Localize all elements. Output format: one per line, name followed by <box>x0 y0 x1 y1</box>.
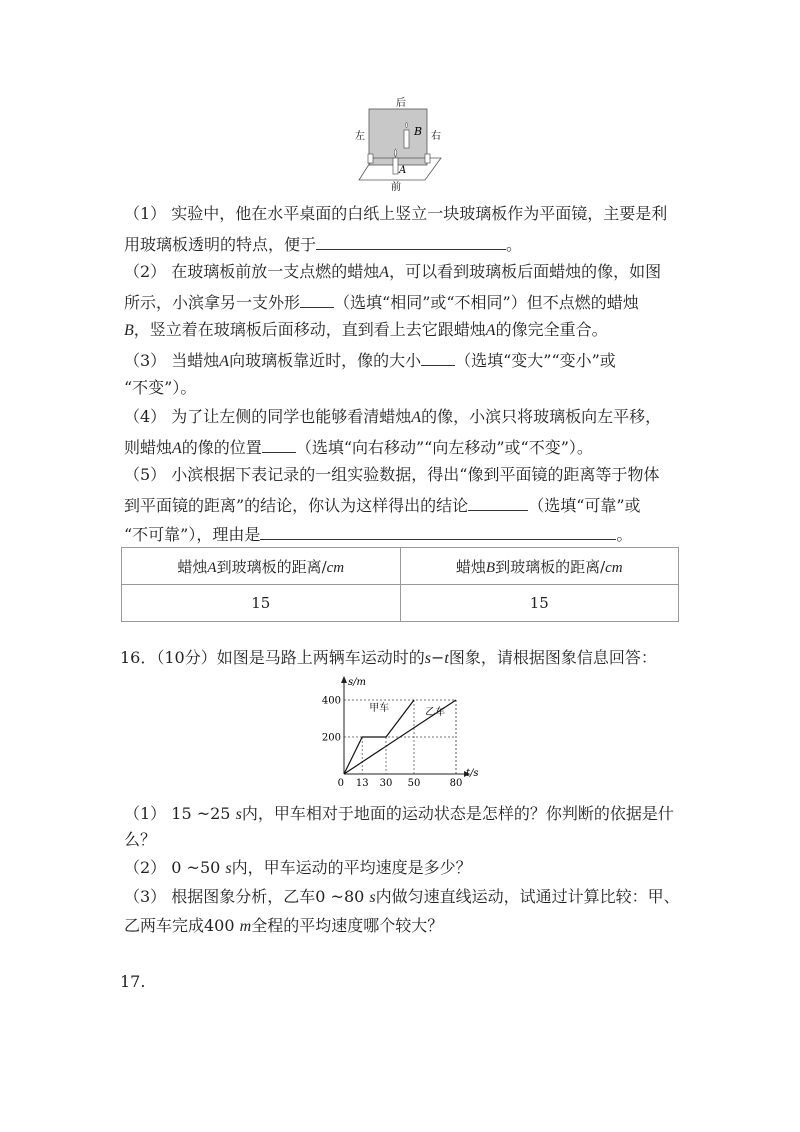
q15-part5-line2: 到平面镜的距离”的结论，你认为这样得出的结论 （选填“可靠”或 <box>124 496 641 515</box>
table-header-cell: 蜡烛A到玻璃板的距离/cm <box>122 548 401 585</box>
answer-blank[interactable] <box>262 436 296 453</box>
y-tick-label: 400 <box>321 695 341 707</box>
q15-part5-line3: “不可靠”），理由是 。 <box>124 525 633 544</box>
q16-part3-line1: （3） 根据图象分析，乙车0 ~80 s内做匀速直线运动，试通过计算比较：甲、 <box>124 887 680 906</box>
s-t-graph <box>318 676 482 794</box>
label-b: B <box>414 125 423 138</box>
candle-b <box>404 130 409 148</box>
q15-part2-line2: 所示，小滨拿另一支外形 （选填“相同”或“不相同”）但不点燃的蜡烛 <box>124 293 639 312</box>
x-axis-label: t/s <box>466 768 479 779</box>
q15-part4-line1: （4） 为了让左侧的同学也能够看清蜡烛A的像，小滨只将玻璃板向左平移， <box>124 407 662 426</box>
q15-part5-line1: （5） 小滨根据下表记录的一组实验数据，得出“像到平面镜的距离等于物体 <box>124 465 660 484</box>
answer-blank[interactable] <box>300 291 334 308</box>
x-tick-label: 30 <box>379 778 393 789</box>
table-cell: 15 <box>122 585 401 622</box>
x-tick-label: 50 <box>407 778 421 789</box>
label-a: A <box>399 165 407 176</box>
table-cell: 15 <box>400 585 679 622</box>
label-front: 前 <box>391 182 401 192</box>
q15-part1-line1: （1） 实验中，他在水平桌面的白纸上竖立一块玻璃板作为平面镜，主要是利 <box>124 204 668 223</box>
q15-part1-line2: 用玻璃板透明的特点，便于 。 <box>124 235 523 254</box>
q17-number: 17. <box>120 972 146 991</box>
label-left: 左 <box>355 131 365 142</box>
answer-blank[interactable] <box>316 233 506 250</box>
q15-part3-line1: （3） 当蜡烛A向玻璃板靠近时，像的大小 （选填“变大”“变小”或 <box>124 351 616 370</box>
q15-part2-line3: B，竖立着在玻璃板后面移动，直到看上去它跟蜡烛A的像完全重合。 <box>124 320 608 339</box>
q16-part1-line2: 么？ <box>124 830 157 849</box>
label-back: 后 <box>396 98 406 109</box>
q15-part4-line2: 则蜡烛A的像的位置 （选填“向右移动”“向左移动”或“不变”）。 <box>124 438 593 457</box>
q16-part1-line1: （1） 15 ~25 s内，甲车相对于地面的运动状态是怎样的？你判断的依据是什 <box>124 804 674 823</box>
table-header-row <box>122 548 679 585</box>
answer-blank[interactable] <box>421 349 455 366</box>
y-axis-arrow <box>341 676 347 683</box>
answer-blank[interactable] <box>260 523 616 540</box>
x-tick-label: 80 <box>449 778 463 789</box>
label-right: 右 <box>431 131 441 142</box>
q16-part2: （2） 0 ~50 s内，甲车运动的平均速度是多少？ <box>124 858 472 877</box>
y-axis-label: s/m <box>348 677 366 688</box>
table-header-cell: 蜡烛B到玻璃板的距离/cm <box>400 548 679 585</box>
q15-part2-line1: （2） 在玻璃板前放一支点燃的蜡烛A，可以看到玻璃板后面蜡烛的像，如图 <box>124 262 662 281</box>
answer-blank[interactable] <box>468 494 528 511</box>
mirror-experiment-figure <box>355 92 455 192</box>
series-label-yi: 乙车 <box>425 706 446 718</box>
q15-part3-line2: “不变”）。 <box>124 378 197 397</box>
candle-a <box>393 158 398 174</box>
q16-part3-line2: 乙两车完成400 m全程的平均速度哪个较大？ <box>124 916 444 935</box>
x-tick-label: 0 <box>337 778 344 789</box>
q16-heading: 16．（10分）如图是马路上两辆车运动时的s−t图象，请根据图象信息回答： <box>120 648 657 667</box>
data-table <box>121 547 679 622</box>
x-tick-label: 13 <box>355 778 369 789</box>
series-label-jia: 甲车 <box>369 703 390 715</box>
table-row <box>122 585 679 622</box>
y-tick-label: 200 <box>321 732 341 744</box>
